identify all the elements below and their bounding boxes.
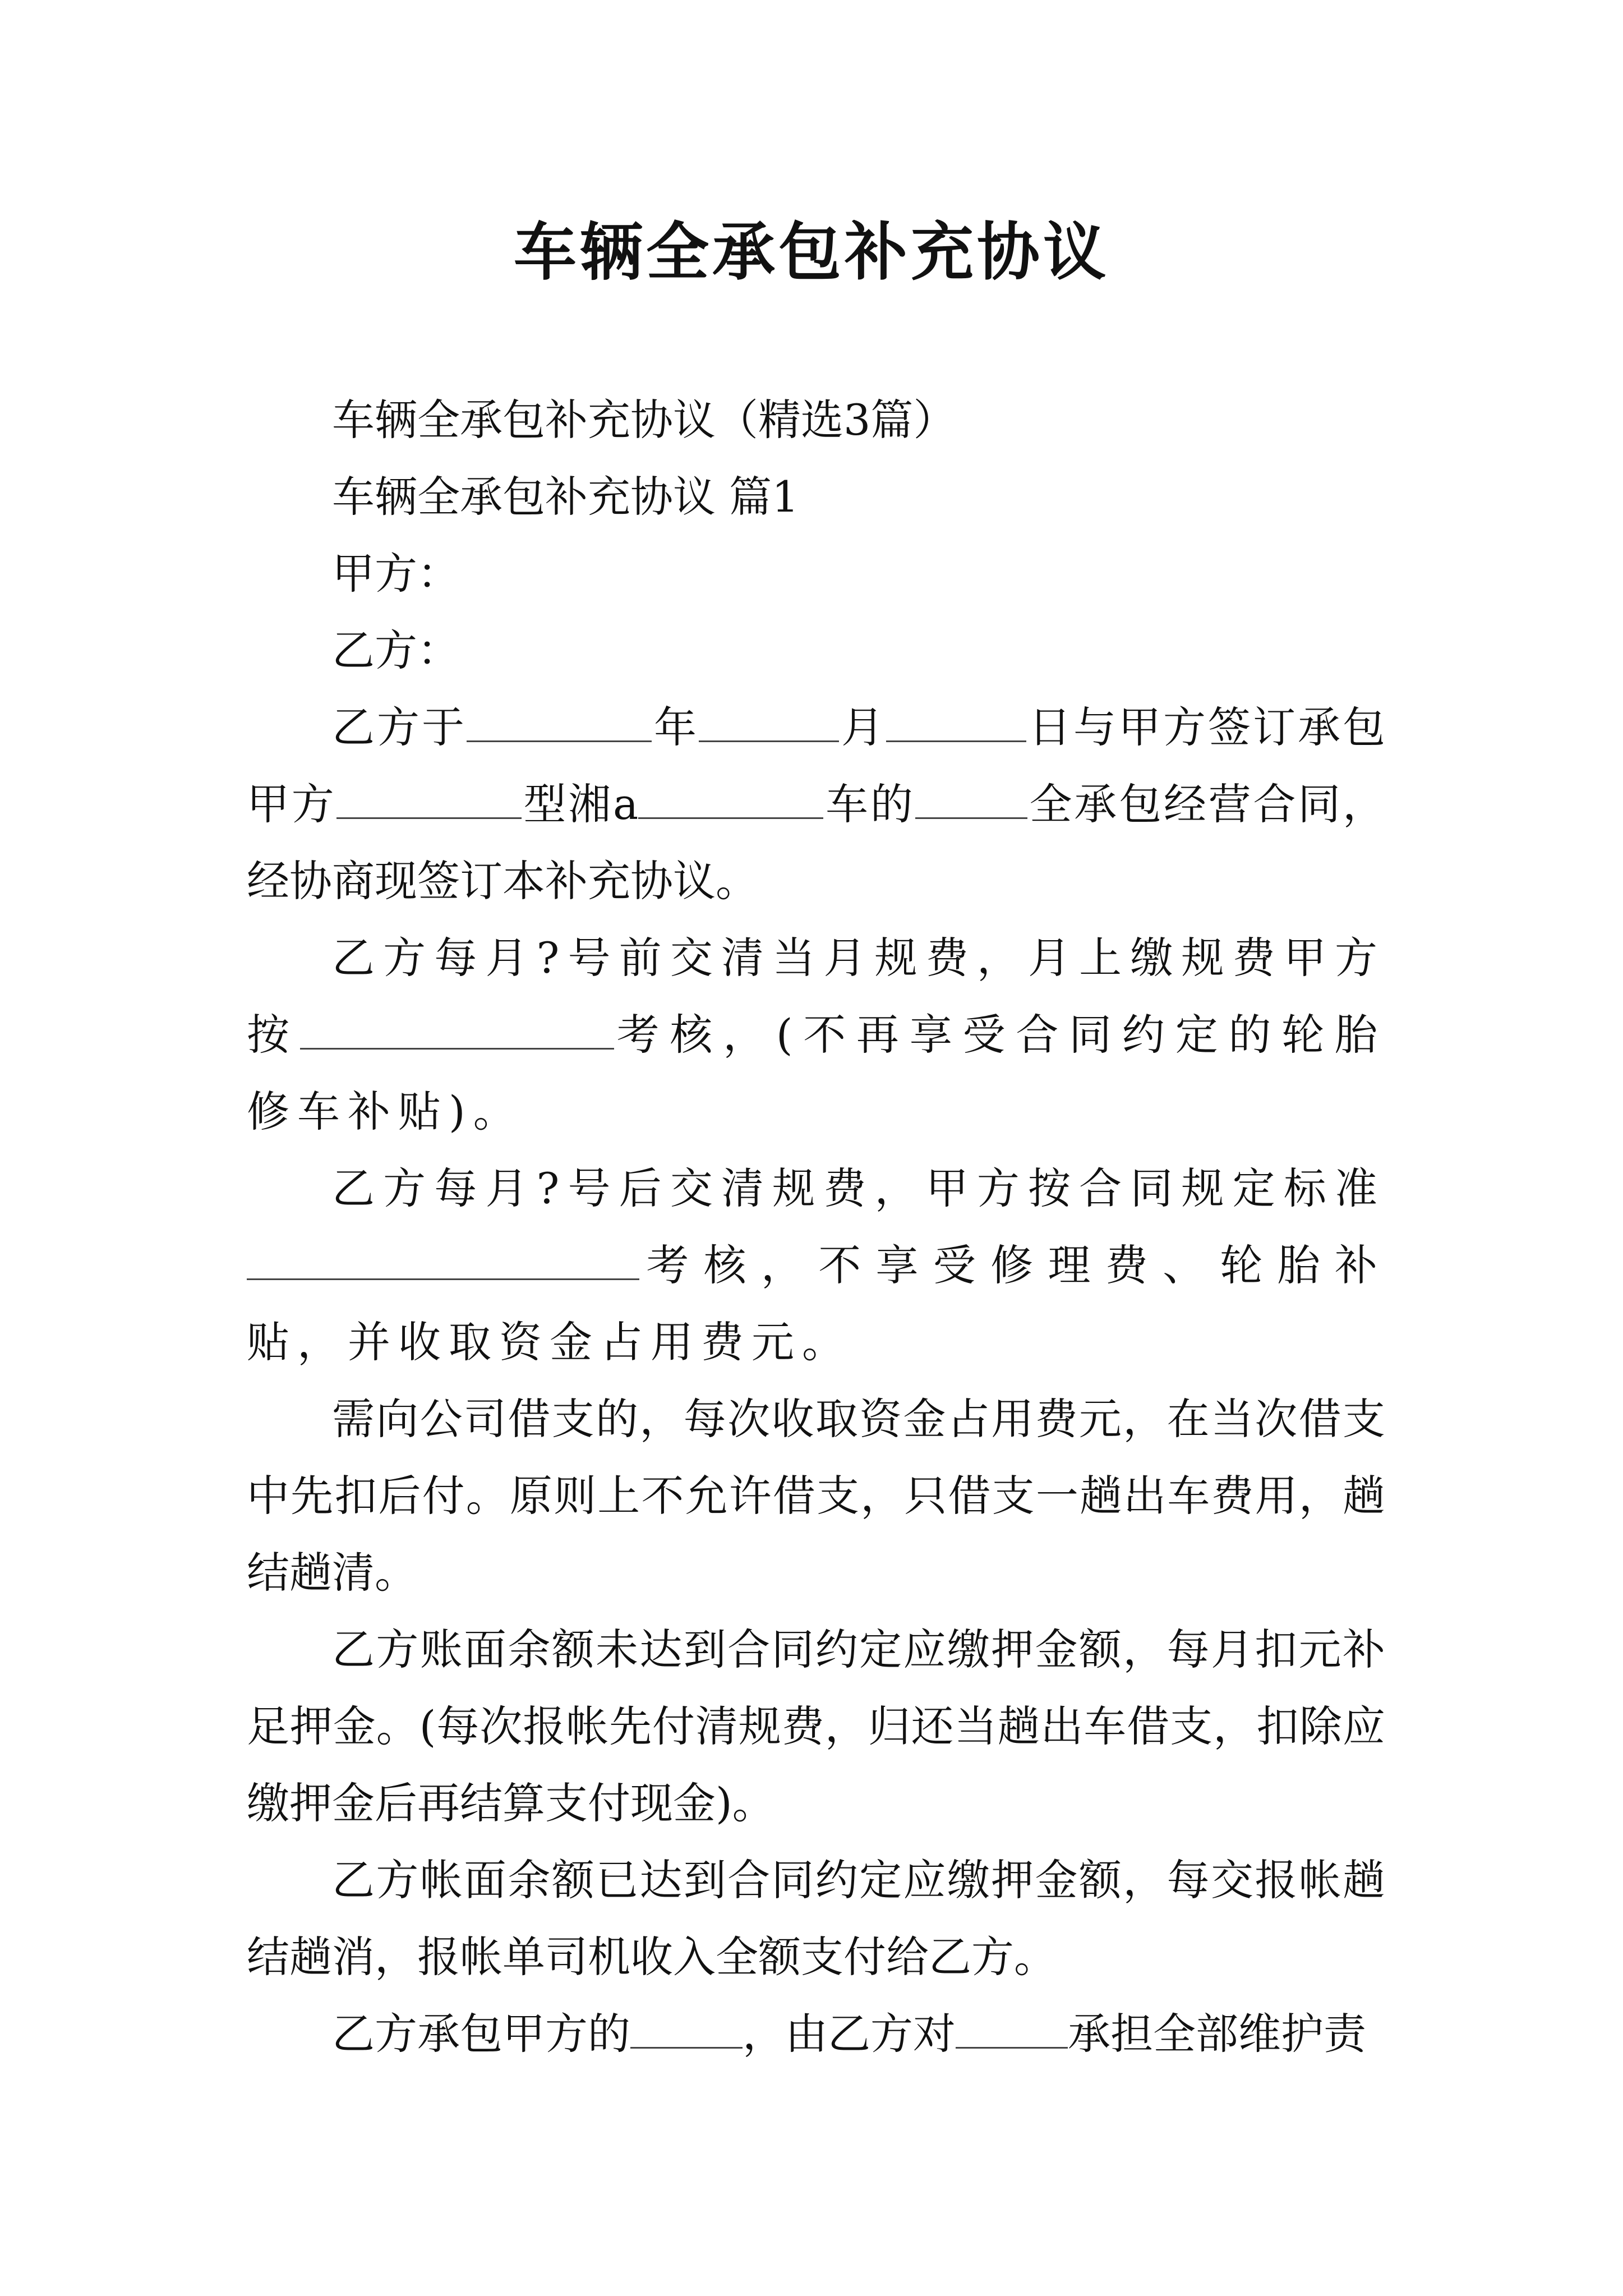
paragraph-deposit-met: 乙方帐面余额已达到合同约定应缴押金额，每交报帐趟结趟消，报帐单司机收入全额支付给乙方。 [247, 1855, 1385, 1982]
text-fragment: 全承包经营合同，经协商现签订本补充协议。 [247, 779, 1386, 906]
text-fragment: 月 [839, 702, 886, 752]
document-title: 车辆全承包补充协议 [514, 215, 1109, 289]
paragraph-borrowing: 需向公司借支的，每次收取资金占用费元，在当次借支中先扣后付。原则上不允许借支，只借支一趟出车费用，趟结趟清。 [247, 1394, 1385, 1598]
text-fragment: 乙方每月?号后交清规费，甲方按合同规定标准 [332, 1163, 1385, 1213]
text-fragment: 乙方于 [332, 702, 467, 752]
paragraph-fee-after [247, 1150, 1385, 1381]
blank-line [638, 784, 823, 819]
text-fragment: 乙方每月?号前交清当月规费，月上缴规费甲方按 [247, 933, 1385, 1060]
text-fragment: 车的 [823, 779, 915, 829]
blank-line [630, 2013, 743, 2049]
text-fragment: 日与甲方签订承包甲方 [247, 702, 1385, 829]
document-body [247, 381, 1385, 2072]
paragraph-fee-before [247, 919, 1385, 1150]
text-fragment: ，由乙方对 [743, 2009, 956, 2059]
paragraph-deposit-shortfall: 乙方账面余额未达到合同约定应缴押金额，每月扣元补足押金。(每次报帐先付清规费，归还当趟出车借支，扣除应缴押金后再结算支付现金)。 [247, 1625, 1385, 1828]
text-fragment: 考核，(不再享受合同约定的轮胎修车补贴)。 [247, 1010, 1386, 1137]
blank-line [956, 2013, 1068, 2049]
blank-line [915, 784, 1027, 819]
paragraph-contract-date [247, 689, 1385, 919]
blank-line [247, 1245, 639, 1280]
party-b-line: 乙方： [332, 625, 460, 675]
text-fragment: 型湘a [521, 779, 639, 829]
text-fragment: 乙方承包甲方的 [332, 2009, 630, 2059]
text-fragment: 承担全部维护责 [1068, 2009, 1366, 2059]
heading-line-2: 车辆全承包补充协议 篇1 [332, 472, 799, 522]
text-fragment: 考核，不享受修理费、轮胎补贴，并收取资金占用费元。 [247, 1240, 1385, 1367]
blank-line [886, 707, 1026, 742]
blank-line [336, 784, 522, 819]
blank-line [467, 707, 652, 742]
text-fragment: 年 [652, 702, 699, 752]
party-a-line: 甲方： [332, 549, 460, 599]
heading-line-1: 车辆全承包补充协议（精选3篇） [332, 395, 956, 445]
paragraph-maintenance [247, 1995, 1385, 2072]
blank-line [300, 1014, 614, 1050]
blank-line [699, 707, 839, 742]
